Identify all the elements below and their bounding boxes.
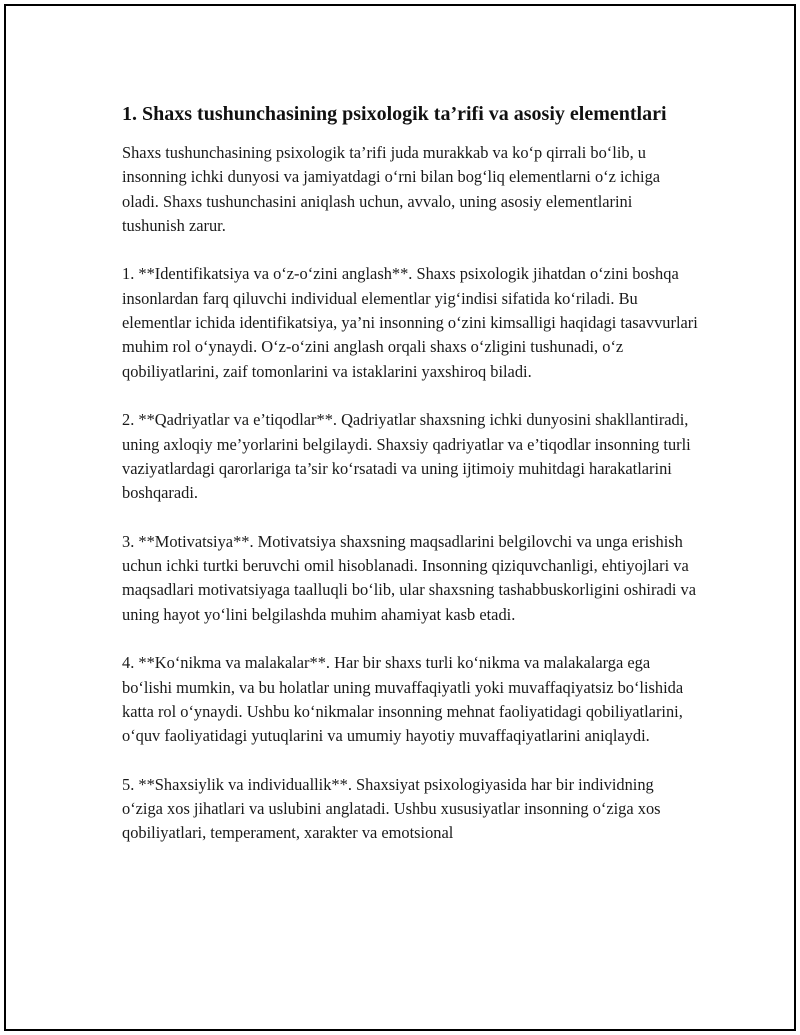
paragraph-values: 2. **Qadriyatlar va e’tiqodlar**. Qadriyatlar shaxsning ichki dunyosini shakllantiradi, uning axloqiy me’yorlarini belgilaydi. Shaxsiy qadriyatlar va e’tiqodlar insonning turli vaziyatlardagi qarorlariga ta’sir ko‘rsatadi va uning ijtimoiy muhitdagi harakatlarini boshqaradi. xyxy=(122,410,691,503)
document-page xyxy=(4,4,796,1031)
paragraph-skills: 4. **Ko‘nikma va malakalar**. Har bir shaxs turli ko‘nikma va malakalarga ega bo‘lishi mumkin, va bu holatlar uning muvaffaqiyatli yoki muvaffaqiyatsiz bo‘lishida katta rol o‘ynaydi. Ushbu ko‘nikmalar insonning mehnat faoliyatidagi qobiliyatlarini, o‘quv faoliyatidagi yutuqlarini va umumiy hayotiy muvaffaqiyatlarini aniqlaydi. xyxy=(122,653,684,746)
paragraph-identification: 1. **Identifikatsiya va o‘z-o‘zini anglash**. Shaxs psixologik jihatdan o‘zini boshqa insonlardan farq qiluvchi individual elementlar yig‘indisi sifatida ko‘riladi. Bu elementlar ichida identifikatsiya, ya’ni insonning o‘zini kimsalligi haqidagi tasavvurlari muhim rol o‘ynaydi. O‘z-o‘zini anglash orqali shaxs o‘zligini tushunadi, o‘z qobiliyatlarini, zaif tomonlarini va istaklarini yaxshiroq biladi. xyxy=(122,264,698,381)
section-heading: 1. Shaxs tushunchasining psixologik ta’rifi va asosiy elementlari xyxy=(122,103,667,125)
paragraph-individuality: 5. **Shaxsiylik va individuallik**. Shaxsiyat psixologiyasida har bir individning o‘ziga xos jihatlari va uslubini anglatadi. Ushbu xususiyatlar insonning o‘ziga xos qobiliyatlari, temperament, xarakter va emotsional xyxy=(122,774,661,843)
intro-paragraph: Shaxs tushunchasining psixologik ta’rifi juda murakkab va ko‘p qirrali bo‘lib, u insonning ichki dunyosi va jamiyatdagi o‘rni bilan bog‘liq elementlarni o‘z ichiga oladi. Shaxs tushunchasini aniqlash uchun, avvalo, uning asosiy elementlarini tushunish zarur. xyxy=(122,143,661,235)
paragraph-motivation: 3. **Motivatsiya**. Motivatsiya shaxsning maqsadlarini belgilovchi va unga erishish uchun ichki turtki beruvchi omil hisoblanadi. Insonning qiziquvchanligi, ehtiyojlari va maqsadlari motivatsiyaga taalluqli bo‘lib, ular shaxsning tashabbuskorligini oshiradi va uning hayot yo‘lini belgilashda muhim ahamiyat kasb etadi. xyxy=(122,531,697,624)
document-body xyxy=(122,101,698,870)
